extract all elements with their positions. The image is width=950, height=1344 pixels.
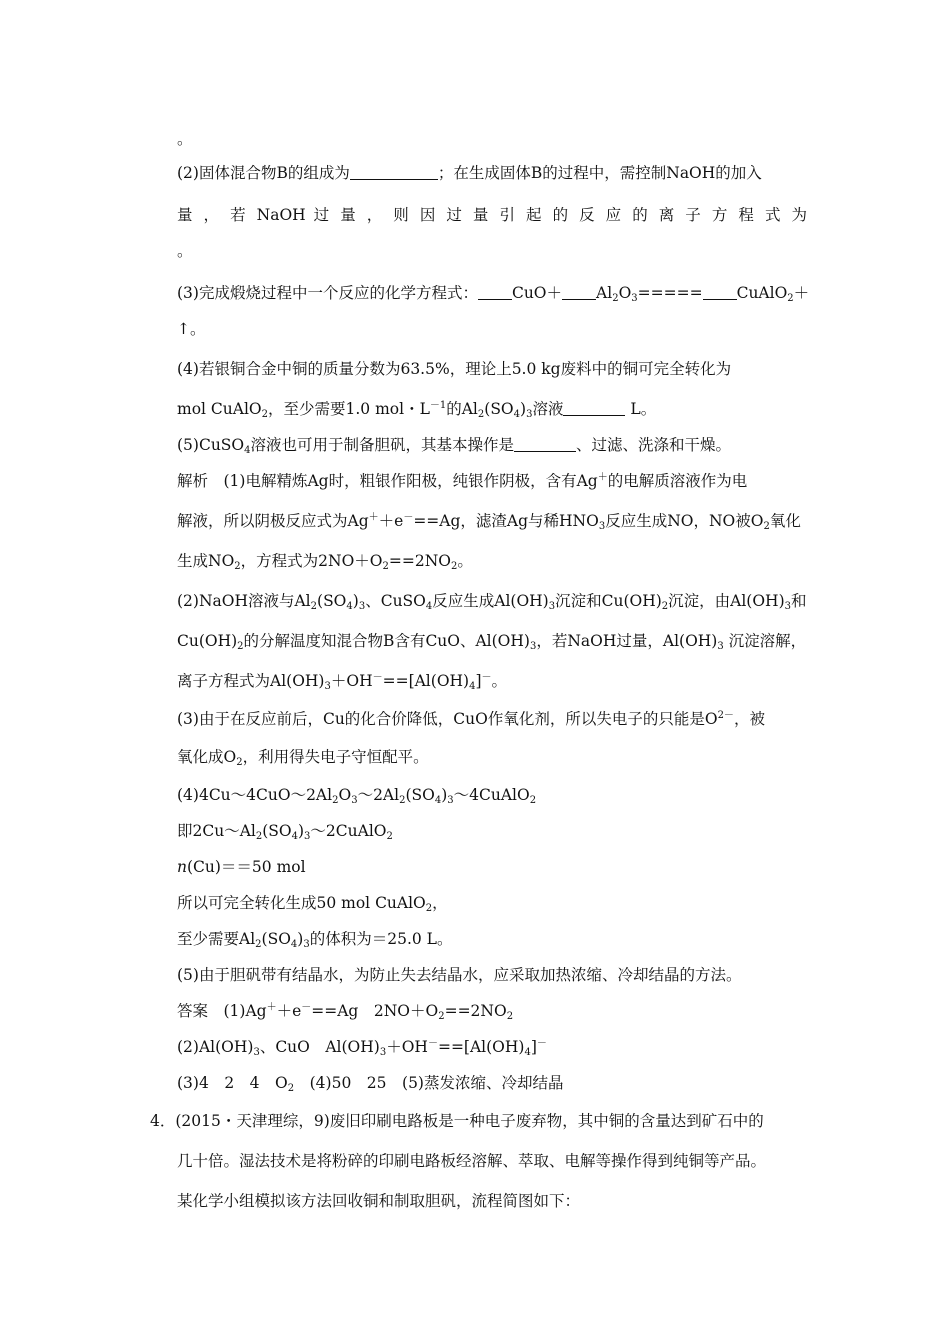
answer-blank (514, 435, 576, 452)
text-line: 离子方程式为$Al(OH)_3+OH^-==[Al(OH)_4]^-$。 (177, 672, 508, 692)
text-line: 氧化成$O_2$，利用得失电子守恒配平。 (177, 748, 429, 768)
text-line: 量 ， 若 NaOH 过 量 ， 则 因 过 量 引 起 的 反 应 的 离 子 方 程 式 为 (177, 206, 807, 224)
question-4-stem-line: 4．(2015・天津理综，9)废旧印刷电路板是一种电子废弃物，其中铜的含量达到矿石中的 (150, 1112, 764, 1130)
answer-blank (350, 163, 438, 180)
text-line: 。 (177, 130, 193, 148)
text-line: $Cu(OH)_2$的分解温度知混合物B含有CuO、$Al(OH)_3$，若NaOH过量，$Al(OH)_3$ 沉淀溶解， (177, 632, 807, 652)
text-line: 至少需要$Al_2(SO_4)_3$的体积为＝25.0 L。 (177, 930, 453, 950)
answer-blank (703, 283, 737, 300)
text-line: (5)由于胆矾带有结晶水，为防止失去结晶水，应采取加热浓缩、冷却结晶的方法。 (177, 966, 742, 984)
answer-blank (563, 399, 625, 416)
text-line: (3)4 2 4 $O_2$ (4)50 25 (5)蒸发浓缩、冷却结晶 (177, 1074, 564, 1094)
text-line: 生成$NO_2$，方程式为$2NO+O_2==2NO_2$。 (177, 552, 473, 572)
text-line: mol CuAlO$_2$，至少需要1.0 mol・$L^{-1}$的$Al_2(SO_4)_3$溶液 L。 (177, 400, 657, 420)
answer-blank (478, 283, 512, 300)
text-line: 所以可完全转化生成50 mol CuAlO$_2$， (177, 894, 448, 914)
text-line: n(Cu)＝＝50 mol (177, 858, 306, 876)
text-line: $(2)Al(OH)_3$、CuO $Al(OH)_3+OH^-==[Al(OH)_4]^-$ (177, 1038, 547, 1058)
text-line: 某化学小组模拟该方法回收铜和制取胆矾，流程简图如下： (177, 1192, 581, 1210)
question-5-line: (5)CuSO$_4$溶液也可用于制备胆矾，其基本操作是 、过滤、洗涤和干燥。 (177, 436, 732, 456)
text-line: ↑。 (177, 320, 206, 338)
question-3-line: (3)完成煅烧过程中一个反应的化学方程式： $CuO+ Al_2O_3=====$ CuAlO$_2$＋ (177, 284, 810, 304)
text-line: (3)由于在反应前后，Cu的化合价降低，CuO作氧化剂，所以失电子的只能是$O^{2-}$，被 (177, 710, 765, 728)
text-line: 解液，所以阴极反应式为Ag＋＋e－==Ag，滤渣Ag与稀$HNO_3$反应生成NO，NO被$O_2$氧化 (177, 512, 801, 532)
answer-blank (562, 283, 596, 300)
question-4-line: (4)若银铜合金中铜的质量分数为63.5%，理论上5.0 kg废料中的铜可完全转化为 (177, 360, 732, 378)
question-2-line: (2)固体混合物B的组成为 ；在生成固体B的过程中，需控制NaOH的加入 (177, 164, 762, 182)
text-line: $(4)4Cu\sim 4CuO\sim 2Al_2O_3\sim 2Al_2(SO_4)_3\sim 4CuAlO_2$ (177, 786, 537, 806)
answer-line: 答案 (1)Ag＋＋e－==Ag $2NO+O_2==2NO_2$ (177, 1002, 514, 1022)
text-line: 。 (177, 242, 193, 260)
text-line: 即$2Cu\sim Al_2(SO_4)_3\sim 2CuAlO_2$ (177, 822, 393, 842)
text-line: (2)NaOH溶液与$Al_2(SO_4)_3$、CuSO$_4$反应生成$Al(OH)_3$沉淀和$Cu(OH)_2$沉淀，由$Al(OH)_3$和 (177, 592, 807, 612)
text-line: 几十倍。湿法技术是将粉碎的印刷电路板经溶解、萃取、电解等操作得到纯铜等产品。 (177, 1152, 767, 1170)
analysis-line: 解析 (1)电解精炼Ag时，粗银作阳极，纯银作阴极，含有Ag＋的电解质溶液作为电 (177, 472, 748, 490)
